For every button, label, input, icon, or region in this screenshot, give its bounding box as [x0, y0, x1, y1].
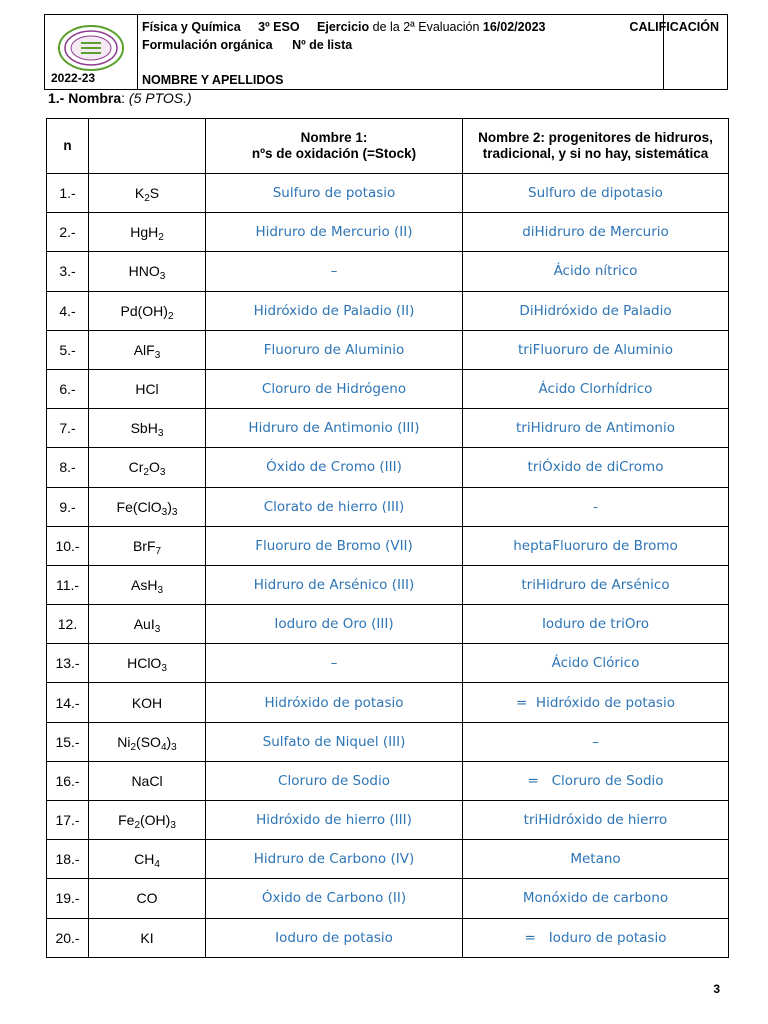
- answer-name-stock: Clorato de hierro (III): [206, 487, 463, 526]
- answer-name-alternative: DiHidróxido de Paladio: [463, 291, 729, 330]
- table-row: [47, 879, 729, 918]
- row-number: 11.-: [47, 565, 89, 604]
- table-row: [47, 605, 729, 644]
- table-row: [47, 565, 729, 604]
- nomenclature-table: [46, 118, 729, 958]
- answer-name-alternative: -: [463, 487, 729, 526]
- answer-name-stock: Sulfato de Niquel (III): [206, 722, 463, 761]
- chemical-formula: SbH$_3$: [89, 409, 206, 448]
- answer-name-alternative: Monóxido de carbono: [463, 879, 729, 918]
- chemical-formula: NaCl: [89, 761, 206, 800]
- chemical-formula: $Ni_2(SO_4)_3$: [89, 722, 206, 761]
- answer-name-stock: Fluoruro de Aluminio: [206, 330, 463, 369]
- table-row: [47, 213, 729, 252]
- table-row: [47, 291, 729, 330]
- row-number: 6.-: [47, 369, 89, 408]
- answer-name-stock: Fluoruro de Bromo (VII): [206, 526, 463, 565]
- chemical-formula: KOH: [89, 683, 206, 722]
- header-formula: [89, 119, 206, 174]
- row-number: 8.-: [47, 448, 89, 487]
- answer-name-stock: Óxido de Cromo (III): [206, 448, 463, 487]
- table-row: [47, 330, 729, 369]
- answer-name-alternative: Sulfuro de dipotasio: [463, 174, 729, 213]
- exam-info: [137, 15, 664, 89]
- table-row: [47, 644, 729, 683]
- chemical-formula: KI: [89, 918, 206, 957]
- topic: Formulación orgánica: [142, 38, 273, 52]
- chemical-formula: CO: [89, 879, 206, 918]
- chemical-formula: HClO$_3$: [89, 644, 206, 683]
- answer-name-alternative: Metano: [463, 840, 729, 879]
- answer-name-stock: –: [206, 644, 463, 683]
- answer-name-alternative: heptaFluoruro de Bromo: [463, 526, 729, 565]
- answer-name-alternative: –: [463, 722, 729, 761]
- list-number-label: Nº de lista: [292, 38, 353, 52]
- exercise-label: Ejercicio de la 2ª Evaluación 16/02/2023: [317, 20, 546, 34]
- chemical-formula: AsH$_3$: [89, 565, 206, 604]
- answer-name-alternative: = Ioduro de potasio: [463, 918, 729, 957]
- answer-name-stock: Óxido de Carbono (II): [206, 879, 463, 918]
- answer-name-alternative: triHidruro de Antimonio: [463, 409, 729, 448]
- row-number: 13.-: [47, 644, 89, 683]
- row-number: 5.-: [47, 330, 89, 369]
- row-number: 3.-: [47, 252, 89, 291]
- table-row: [47, 252, 729, 291]
- answer-name-stock: Hidróxido de potasio: [206, 683, 463, 722]
- answer-name-alternative: triHidróxido de hierro: [463, 801, 729, 840]
- row-number: 19.-: [47, 879, 89, 918]
- question-title: 1.- Nombra: (5 PTOS.): [48, 90, 192, 106]
- logo-cell: [45, 15, 138, 89]
- answer-name-alternative: diHidruro de Mercurio: [463, 213, 729, 252]
- answer-name-stock: Hidruro de Mercurio (II): [206, 213, 463, 252]
- header-name2: Nombre 2: progenitores de hidruros, tradicional, y si no hay, sistemática: [463, 119, 729, 174]
- table-row: [47, 801, 729, 840]
- chemical-formula: $Pd(OH)_2$: [89, 291, 206, 330]
- table-row: [47, 840, 729, 879]
- grade-label: CALIFICACIÓN: [629, 20, 719, 34]
- answer-name-alternative: Ácido Clórico: [463, 644, 729, 683]
- answer-name-stock: Hidróxido de hierro (III): [206, 801, 463, 840]
- chemical-formula: $CH_4$: [89, 840, 206, 879]
- answer-name-stock: Sulfuro de potasio: [206, 174, 463, 213]
- row-number: 1.-: [47, 174, 89, 213]
- answer-name-alternative: triHidruro de Arsénico: [463, 565, 729, 604]
- answer-name-alternative: Ioduro de triOro: [463, 605, 729, 644]
- table-row: [47, 369, 729, 408]
- answer-name-stock: Cloruro de Hidrógeno: [206, 369, 463, 408]
- table-row: [47, 409, 729, 448]
- answer-name-alternative: Ácido nítrico: [463, 252, 729, 291]
- answer-name-stock: Hidruro de Arsénico (III): [206, 565, 463, 604]
- table-row: [47, 526, 729, 565]
- chemical-formula: $Fe_2(OH)_3$: [89, 801, 206, 840]
- subject: Física y Química: [142, 20, 241, 34]
- table-row: [47, 722, 729, 761]
- chemical-formula: $Fe(ClO_3)_3$: [89, 487, 206, 526]
- header-n: n: [47, 119, 89, 174]
- row-number: 14.-: [47, 683, 89, 722]
- row-number: 12.: [47, 605, 89, 644]
- answer-name-alternative: Ácido Clorhídrico: [463, 369, 729, 408]
- chemical-formula: $K_2S$: [89, 174, 206, 213]
- table-row: [47, 683, 729, 722]
- chemical-formula: $HNO_3$: [89, 252, 206, 291]
- table-row: [47, 448, 729, 487]
- name-label: NOMBRE Y APELLIDOS: [142, 73, 284, 87]
- table-header-row: [47, 119, 729, 174]
- course: 3º ESO: [258, 20, 300, 34]
- answer-name-stock: Hidruro de Carbono (IV): [206, 840, 463, 879]
- row-number: 20.-: [47, 918, 89, 957]
- row-number: 18.-: [47, 840, 89, 879]
- chemical-formula: AuI$_3$: [89, 605, 206, 644]
- chemical-formula: AlF$_3$: [89, 330, 206, 369]
- chemical-formula: BrF$_7$: [89, 526, 206, 565]
- school-logo: [45, 15, 137, 77]
- table-row: [47, 918, 729, 957]
- answer-name-stock: Ioduro de potasio: [206, 918, 463, 957]
- exam-header: [44, 14, 728, 90]
- row-number: 4.-: [47, 291, 89, 330]
- answer-name-stock: Cloruro de Sodio: [206, 761, 463, 800]
- row-number: 2.-: [47, 213, 89, 252]
- table-row: [47, 174, 729, 213]
- table-row: [47, 761, 729, 800]
- answer-name-stock: –: [206, 252, 463, 291]
- answer-name-alternative: = Cloruro de Sodio: [463, 761, 729, 800]
- row-number: 15.-: [47, 722, 89, 761]
- table-row: [47, 487, 729, 526]
- chemical-formula: $Cr_2O_3$: [89, 448, 206, 487]
- row-number: 7.-: [47, 409, 89, 448]
- chemical-formula: HgH$_2$: [89, 213, 206, 252]
- answer-name-stock: Hidróxido de Paladio (II): [206, 291, 463, 330]
- row-number: 10.-: [47, 526, 89, 565]
- answer-name-stock: Ioduro de Oro (III): [206, 605, 463, 644]
- row-number: 16.-: [47, 761, 89, 800]
- header-name1: Nombre 1: nºs de oxidación (=Stock): [206, 119, 463, 174]
- page-number: 3: [713, 982, 720, 996]
- answer-name-stock: Hidruro de Antimonio (III): [206, 409, 463, 448]
- school-year: 2022-23: [51, 71, 96, 85]
- chemical-formula: HCl: [89, 369, 206, 408]
- answer-name-alternative: triÓxido de diCromo: [463, 448, 729, 487]
- answer-name-alternative: = Hidróxido de potasio: [463, 683, 729, 722]
- answer-name-alternative: triFluoruro de Aluminio: [463, 330, 729, 369]
- row-number: 9.-: [47, 487, 89, 526]
- row-number: 17.-: [47, 801, 89, 840]
